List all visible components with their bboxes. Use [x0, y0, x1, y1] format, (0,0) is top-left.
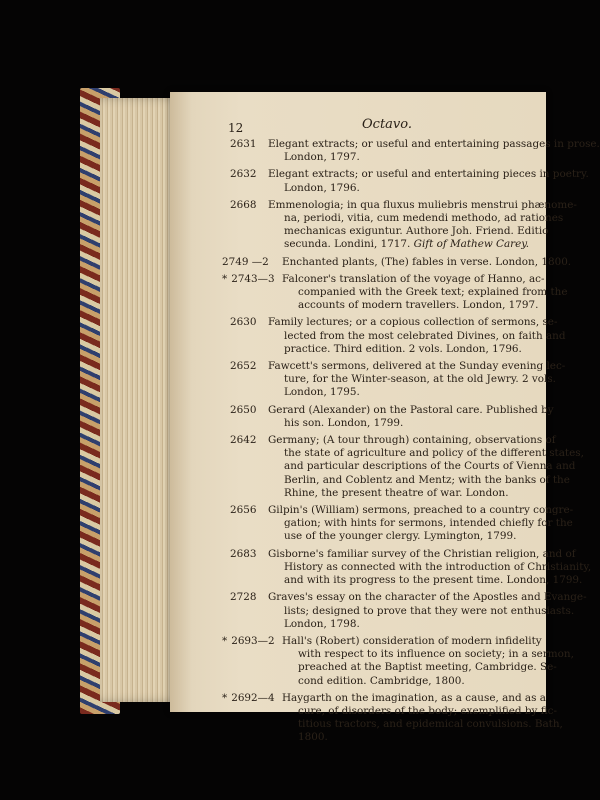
entry-line-text: Emmenologia; in qua fluxus muliebris menstrui phænome- [268, 198, 577, 211]
entry-line-text: 1800. [298, 731, 328, 744]
catalogue-entry [220, 198, 577, 252]
catalogue-entry [220, 504, 574, 544]
entry-number [222, 273, 275, 286]
entry-line [268, 618, 540, 631]
entry-line-text: gation; with hints for sermons, intended chiefly for the [284, 517, 573, 530]
entry-number [230, 316, 256, 329]
entry-number-value: 2692—4 [231, 691, 275, 704]
entry-star: * [222, 272, 228, 285]
entry-line-text: Elegant extracts; or useful and entertaining passages in prose. [268, 138, 600, 150]
entry-line [268, 473, 570, 487]
entry-line [268, 591, 587, 604]
catalogue-entry [220, 316, 566, 356]
entry-line [268, 212, 564, 225]
entry-number-value: 2743—3 [231, 272, 275, 285]
entry-number-value: 2642 [230, 434, 257, 447]
entry-number-value: 2656 [230, 504, 257, 517]
entry-line-text: Falconer's translation of the voyage of Hanno, ac- [282, 272, 545, 285]
entry-line [282, 731, 540, 744]
entry-line-text: cure, of disorders of the body; exemplified by fic- [298, 704, 557, 717]
running-title: Octavo. [362, 117, 412, 132]
entry-number [222, 256, 269, 269]
entry-line [268, 329, 566, 343]
entry-line-text: London, 1796. [284, 181, 360, 194]
page-header [220, 118, 540, 138]
entry-line [268, 604, 575, 618]
entry-line-text: Germany; (A tour through) containing, observations of [268, 434, 556, 447]
entry-line [282, 272, 545, 286]
entry-star: * [222, 634, 228, 647]
entry-line-text: Berlin, and Coblentz and Mentz; with the banks of the [284, 473, 570, 486]
entry-line-text: Gilpin's (William) sermons, preached to a country congre- [268, 504, 574, 517]
entry-line-text: his son. London, 1799. [284, 416, 404, 429]
entry-number-value: 2630 [230, 316, 257, 329]
gift-note: Gift of Mathew Carey. [413, 238, 530, 251]
entry-number [230, 591, 256, 604]
entry-line-text: secunda. Londini, 1717. [284, 238, 411, 251]
entry-number-value: 2693—2 [231, 634, 275, 647]
entry-line-text: mechanicas exiguntur. Authore Joh. Friend. Editio [284, 225, 549, 238]
entry-line [268, 360, 566, 373]
entry-line-text: Haygarth on the imagination, as a cause, and as a [282, 691, 546, 704]
entry-line [268, 151, 540, 164]
entry-line [282, 691, 546, 705]
entry-line-text: use of the younger clergy. Lymington, 1799. [284, 530, 517, 543]
entry-line [282, 286, 568, 299]
page-number: 12 [228, 121, 244, 135]
entry-line [268, 386, 540, 399]
catalogue-entry [220, 634, 574, 688]
catalogue-entries [220, 138, 600, 745]
entry-line [268, 517, 573, 530]
entry-line-text: lected from the most celebrated Divines, on faith and [284, 329, 566, 342]
entry-line-text: accounts of modern travellers. London, 1797. [298, 299, 539, 312]
entry-star: * [222, 691, 228, 704]
entry-number-value: 2683 [230, 547, 257, 560]
entry-line [282, 648, 574, 661]
entry-line-text: Hall's (Robert) consideration of modern infidelity [282, 634, 542, 647]
page-text [220, 117, 600, 749]
entry-number [230, 168, 256, 181]
entry-line-text: London, 1795. [284, 386, 360, 399]
entry-line [268, 504, 574, 517]
entry-line [268, 138, 600, 151]
entry-line-text: London, 1798. [284, 617, 360, 630]
entry-line-text: Family lectures; or a copious collection of sermons, se- [268, 316, 558, 329]
entry-line-text: Gisborne's familiar survey of the Christian religion, and of [268, 547, 576, 560]
entry-number-value: 2668 [230, 198, 257, 211]
entry-number [230, 434, 256, 447]
entry-line [268, 373, 556, 386]
entry-line [268, 182, 540, 195]
entry-line [268, 168, 589, 181]
entry-line [268, 447, 584, 460]
entry-line-text: Enchanted plants, (The) fables in verse. London, 1800. [282, 255, 572, 268]
entry-number [230, 199, 256, 212]
entry-line-text: and with its progress to the present time. London, 1799. [284, 574, 583, 587]
entry-number [230, 548, 256, 561]
entry-line-text: London, 1797. [284, 151, 360, 164]
entry-line [268, 403, 554, 417]
entry-line-text: practice. Third edition. 2 vols. London, 1796. [284, 342, 522, 355]
entry-line-text: na, periodi, vitia, cum medendi methodo, ad rationes [284, 212, 564, 225]
catalogue-entry [220, 255, 572, 269]
entry-line [282, 704, 557, 718]
entry-line [268, 238, 540, 251]
entry-number [230, 360, 256, 373]
entry-line [268, 547, 576, 561]
entry-line [268, 434, 556, 447]
catalogue-entry [220, 272, 568, 313]
entry-number [222, 635, 275, 648]
catalogue-entry [220, 403, 554, 430]
entry-line-text: Graves's essay on the character of the Apostles and Evange- [268, 591, 587, 604]
entry-line-text: Rhine, the present theatre of war. London. [284, 486, 509, 499]
entry-line [268, 316, 558, 329]
entry-line [268, 574, 583, 587]
entry-number [230, 504, 256, 517]
entry-line [268, 225, 549, 238]
entry-line-text: History as connected with the introduction of Christianity, [284, 560, 592, 573]
entry-number [230, 138, 256, 151]
catalogue-entry [220, 691, 563, 745]
entry-number-value: 2749 —2 [222, 255, 269, 268]
entry-number-value: 2650 [230, 403, 257, 416]
entry-line-text: and particular descriptions of the Courts of Vienna and [284, 460, 576, 473]
entry-line [268, 560, 592, 574]
entry-line [268, 417, 540, 430]
catalogue-entry [220, 138, 600, 164]
entry-line [268, 487, 540, 500]
catalogue-entry [220, 434, 584, 500]
entry-line-text: the state of agriculture and policy of the different states, [284, 447, 584, 460]
entry-line [282, 635, 540, 648]
entry-line-text: companied with the Greek text; explained from the [298, 286, 568, 299]
entry-line [268, 343, 540, 356]
entry-number [230, 404, 256, 417]
entry-line-text: lists; designed to prove that they were not enthusiasts. [284, 604, 575, 617]
entry-number-value: 2631 [230, 138, 257, 150]
entry-number [222, 692, 275, 705]
entry-line-text: cond edition. Cambridge, 1800. [298, 674, 465, 687]
entry-line [282, 299, 540, 312]
entry-line-text: Gerard (Alexander) on the Pastoral care. Published by [268, 403, 554, 416]
entry-line [282, 661, 557, 674]
catalogue-entry [220, 591, 587, 631]
catalogue-entry [220, 547, 592, 588]
entry-line [268, 530, 540, 543]
entry-line [282, 675, 540, 688]
entry-line [268, 460, 576, 473]
entry-line-text: Fawcett's sermons, delivered at the Sunday evening lec- [268, 360, 566, 373]
entry-number-value: 2728 [230, 591, 257, 604]
entry-line-text: preached at the Baptist meeting, Cambridge. Se- [298, 661, 557, 674]
entry-line-text: Elegant extracts; or useful and entertaining pieces in poetry. [268, 168, 589, 181]
entry-line [282, 255, 572, 269]
catalogue-entry [220, 168, 589, 194]
entry-number-value: 2652 [230, 360, 257, 373]
catalogue-entry [220, 360, 566, 400]
entry-line-text: ture, for the Winter-season, at the old Jewry. 2 vols. [284, 373, 556, 386]
entry-line [282, 718, 563, 731]
entry-line [268, 198, 577, 212]
entry-line-text: with respect to its influence on society; in a sermon, [298, 648, 574, 661]
entry-number-value: 2632 [230, 168, 257, 181]
entry-line-text: titious tractors, and epidemical convulsions. Bath, [298, 718, 563, 731]
